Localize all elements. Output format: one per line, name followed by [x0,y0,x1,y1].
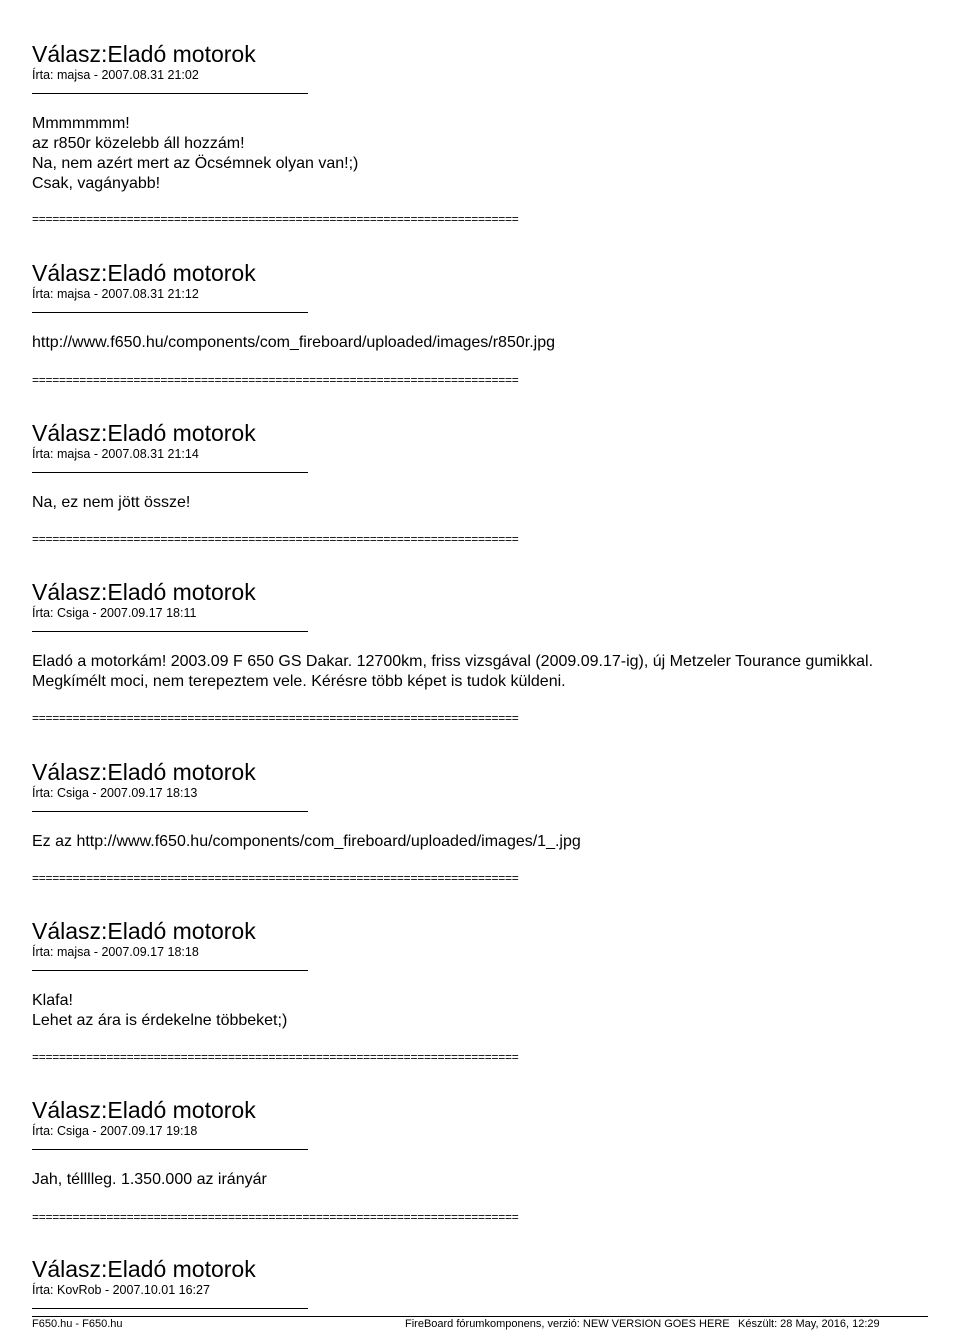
footer-generated: Készült: 28 May, 2016, 12:29 [738,1318,880,1330]
post-title: Válasz:Eladó motorok [32,759,256,785]
post-title: Válasz:Eladó motorok [32,1256,256,1282]
post-separator: ======================================================================== [32,532,519,546]
post-line: Mmmmmmm! [32,115,130,132]
post-divider [32,631,308,632]
post-separator: ======================================================================== [32,1050,519,1064]
post-line: Jah, télllleg. 1.350.000 az irányár [32,1171,267,1188]
post-meta: Írta: majsa - 2007.09.17 18:18 [32,945,199,959]
footer-divider [32,1316,928,1317]
post-separator: ======================================================================== [32,212,519,226]
post-body [32,652,932,692]
post-body [32,493,932,513]
post [32,1097,932,1190]
post [32,579,932,692]
post-line: Lehet az ára is érdekelne többeket;) [32,1012,288,1029]
post-title: Válasz:Eladó motorok [32,579,256,605]
footer-site: F650.hu - F650.hu [32,1318,123,1330]
post-body [32,333,932,353]
post [32,420,932,513]
post [32,759,932,852]
post-title: Válasz:Eladó motorok [32,260,256,286]
post-separator: ======================================================================== [32,711,519,725]
post-title: Válasz:Eladó motorok [32,420,256,446]
post-line: Klafa! [32,992,73,1009]
post-divider [32,472,308,473]
post-divider [32,312,308,313]
post-divider [32,811,308,812]
post-body [32,991,932,1031]
post-divider [32,93,308,94]
post-separator: ======================================================================== [32,1210,519,1224]
post-body [32,1170,932,1190]
post-separator: ======================================================================== [32,871,519,885]
post-line: Na, nem azért mert az Öcsémnek olyan van!;) [32,155,359,172]
post [32,918,932,1031]
post-title: Válasz:Eladó motorok [32,918,256,944]
post-line: Na, ez nem jött össze! [32,494,191,511]
post-divider [32,970,308,971]
post-meta: Írta: Csiga - 2007.09.17 18:13 [32,786,198,800]
post-meta: Írta: Csiga - 2007.09.17 18:11 [32,606,197,620]
post-separator: ======================================================================== [32,373,519,387]
footer-component: FireBoard fórumkomponens, verzió: NEW VERSION GOES HERE [405,1318,730,1330]
post-divider [32,1149,308,1150]
post-meta: Írta: majsa - 2007.08.31 21:02 [32,68,199,82]
post-title: Válasz:Eladó motorok [32,41,256,67]
post-line: Eladó a motorkám! 2003.09 F 650 GS Dakar. 12700km, friss vizsgával (2009.09.17-ig), új Metzeler Tourance gumikkal. [32,653,874,670]
post-meta: Írta: majsa - 2007.08.31 21:12 [32,287,199,301]
post-title: Válasz:Eladó motorok [32,1097,256,1123]
post [32,260,932,353]
post-line: Megkímélt moci, nem terepeztem vele. Kérésre több képet is tudok küldeni. [32,673,566,690]
post-meta: Írta: majsa - 2007.08.31 21:14 [32,447,199,461]
post-meta: Írta: KovRob - 2007.10.01 16:27 [32,1283,210,1297]
post-link[interactable]: http://www.f650.hu/components/com_fireboard/uploaded/images/r850r.jpg [32,334,555,351]
post-body [32,832,932,852]
post-line[interactable]: Ez az http://www.f650.hu/components/com_fireboard/uploaded/images/1_.jpg [32,833,581,850]
post-line: Csak, vagányabb! [32,175,161,192]
post-meta: Írta: Csiga - 2007.09.17 19:18 [32,1124,198,1138]
post-divider [32,1308,308,1309]
post-body [32,114,932,194]
post-line: az r850r közelebb áll hozzám! [32,135,245,152]
post [32,1256,932,1309]
post [32,41,932,194]
